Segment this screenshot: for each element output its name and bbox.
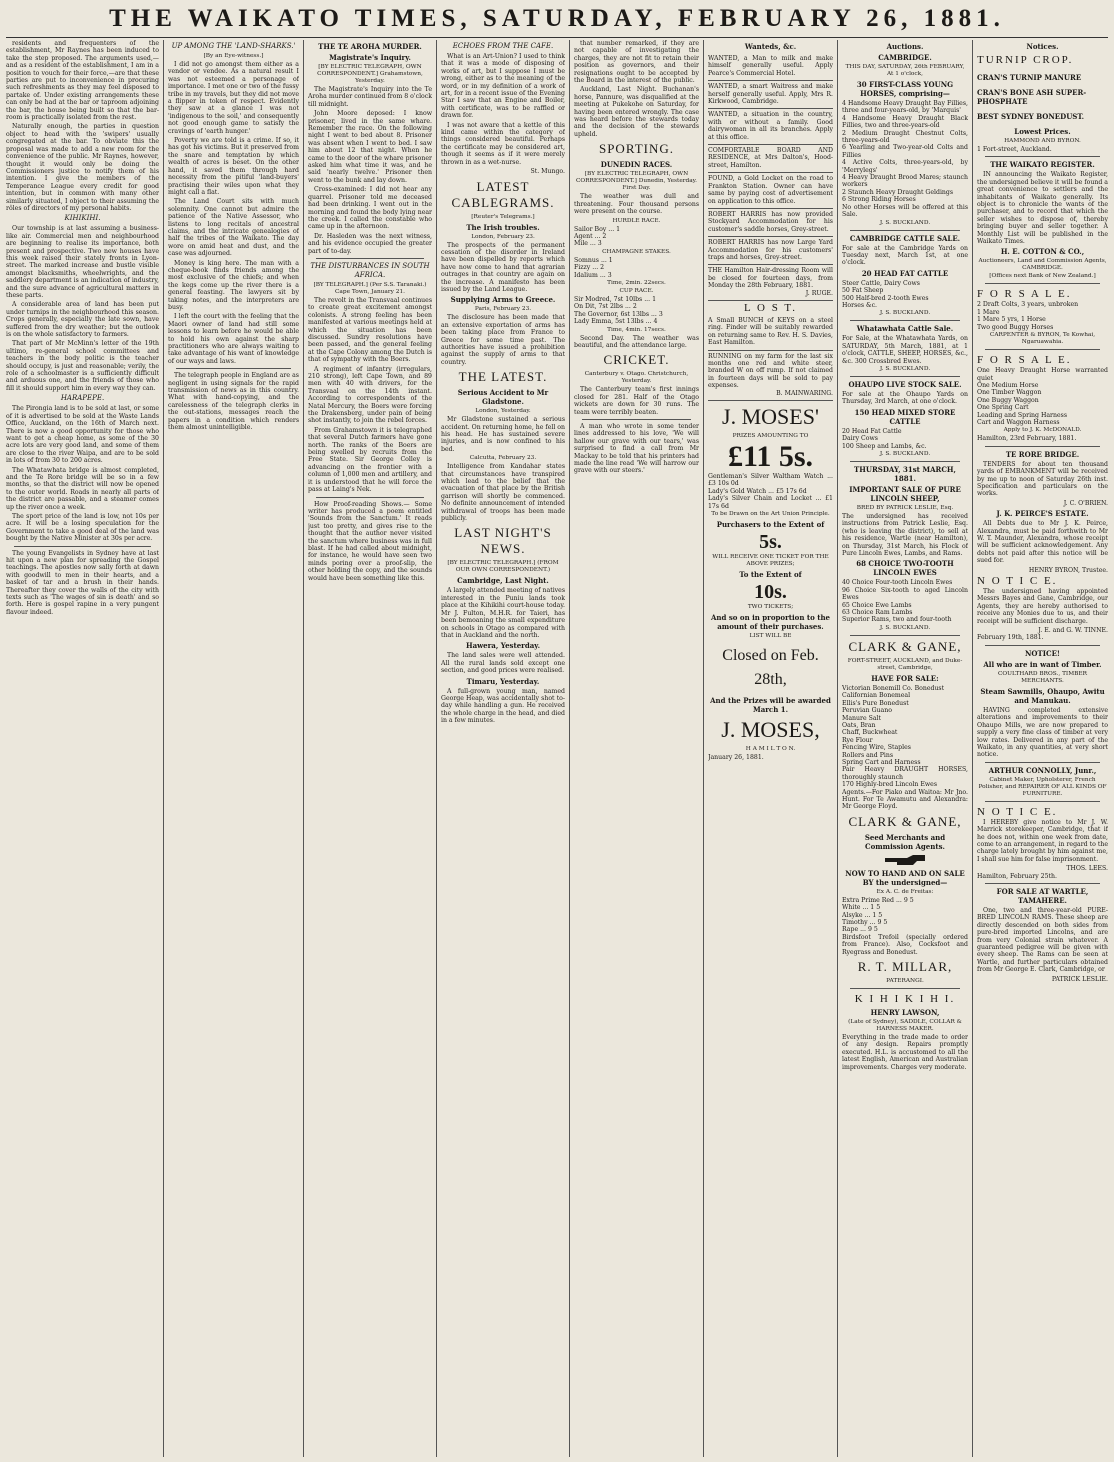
ad-text: COMFORTABLE BOARD AND RESIDENCE, at Mrs Dalton's, Hood-street, Hamilton. (708, 147, 833, 169)
column-7 (842, 40, 968, 1457)
seed-item: Rape ... 9 5 (842, 926, 878, 934)
dateline: Paris, February 23. (474, 306, 532, 313)
product-item: Rye Flour (842, 736, 873, 744)
auction-item: Horses &c. (842, 301, 877, 309)
ad-text: ROBERT HARRIS has now Large Yard Accommodation for his customers' traps and horses, Grey-street. (708, 239, 833, 261)
millar-name: R. T. MILLAR, (857, 959, 953, 975)
separator (850, 376, 960, 377)
auction-text: For sale at the Cambridge Yards on Tuesday next, March 1st, at one o'clock. (842, 244, 968, 267)
cotton-name: H. E. COTTON & CO., (1000, 247, 1085, 257)
auction-item: 4 Heavy Draught Brood Mares; staunch workers (842, 174, 968, 189)
auction-text: The undersigned has received instructions from Patrick Leslie, Esq. (who is leaving the district), to sell at his residence, Wartle (near Hamilton), on Thursday, 31st March, his Flock of Pure Lincoln Ewes, Lambs, and Rams. (842, 513, 968, 558)
masthead-rule (6, 37, 1108, 38)
dateline: Canterbury v. Otago. Christchurch, Yesterday. (584, 371, 689, 385)
article-paragraph: The telegraph people in England are as negligent in using signals for the rapid transmission of news as in this country. What with hand-copying, and the carelessness of the telegraph clerks in the out-stations, messages reach the papers in a condition which renders them almost unintelligible. (168, 372, 299, 432)
register-text: IN announcing the Waikato Register, the undersigned believe it will be found a great convenience to settlers and the inhabitants of Waikato generally. Its object is to chronicle the wants of the purchaser, and to record that which the seller wishes to dispose of, thereby bringing buyer and seller together. A Monthly List will be published in the Waikato Times. (977, 171, 1108, 246)
masthead (0, 0, 1114, 36)
column-5 (574, 40, 699, 1457)
closing-date: Closed on Feb. 28th, (722, 647, 819, 689)
column-4 (441, 40, 565, 1457)
race-result: Agent ... 2 (574, 232, 607, 240)
classified-ad (708, 351, 833, 401)
article-paragraph: That part of Mr McMinn's letter of the 19th ultimo, re-general school committees and teachers in the body politic is the teacher should occupy, is just and reasonable; verily, the role of a schoolmaster is a sufficiently difficult and arduous one, and the friends of those who fill it should support him in every way they can. (6, 340, 159, 392)
auction-item: 4 Handsome Heavy Draught Black Fillies, two and three-years-old (842, 114, 968, 130)
dateline: London, February 23. (471, 233, 535, 240)
article-subheading: The Irish troubles. (466, 222, 540, 232)
purchasers-line: To the Extent of (739, 570, 802, 580)
auction-item: Superior Rams, two and four-tooth (842, 616, 952, 624)
prize-line: Gentleman's Silver Waltham Watch ... £3 10s 0d (708, 473, 833, 488)
moses-town: H A M I L T O N. (745, 746, 796, 753)
wartle-signature: PATRICK LESLIE. (1051, 975, 1108, 983)
manure-line: CRAN'S BONE ASH SUPER-PHOSPHATE (977, 88, 1087, 106)
article-paragraph: From Grahamstown it is telegraphed that several Dutch farmers have gone north. The ranks of the Boers are being swelled by recruits from the Free State. Sir George Colley is advancing on the frontier with a column of 1,000 men and artillery, and it is understood that he will force the pass at Laing's Nek. (308, 426, 432, 494)
column-1 (6, 40, 159, 1457)
breeder-line: BRED BY PATRICK LESLIE, Esq. (856, 505, 954, 511)
separator (985, 446, 1100, 447)
auction-item: 50 Fat Sheep (842, 287, 884, 295)
separator (985, 762, 1100, 763)
article-paragraph: A regiment of infantry (irregulars, 210 strong), left Cape Town, and 89 men with 40 with drivers, for the Transvaal on the 14th instant. According to correspondents of the Natal Mercury, the Boers were forcing the Drakensberg, under pain of being shot instantly, to join the rebel forces. (308, 365, 432, 425)
separator (850, 320, 960, 321)
list-line: LIST WILL BE (749, 633, 792, 640)
product-item: Rollers and Pins (842, 751, 894, 759)
separator (316, 258, 424, 259)
hammond-byron-address: 1 Fort-street, Auckland. (977, 146, 1052, 153)
auctioneer-signature: J. S. BUCKLAND. (879, 365, 931, 372)
race-result: Fizzy ... 2 (574, 264, 605, 272)
turnip-heading: TURNIP CROP. (977, 54, 1074, 66)
column-divider (436, 40, 437, 1457)
column-2 (168, 40, 299, 1457)
separator (850, 461, 960, 462)
article-paragraph: The sport price of the land is low, not 10s per acre. It will be a losing speculation for the Government to take a good deal of the land was bought by the Native Minister at 30s per acre. (6, 512, 159, 543)
wartle-heading: FOR SALE AT WARTLE, TAMAHERE. (996, 886, 1089, 905)
bonedust-line: BEST SYDNEY BONEDUST. (977, 112, 1085, 121)
column-divider (703, 40, 704, 1457)
auction-heading: CAMBRIDGE. (878, 53, 932, 62)
article-subheading: Hawera, Yesterday. (465, 641, 541, 651)
article-paragraph: The young Evangelists in Sydney have at last hit upon a new plan for spreading the Gospel teachings. The apostles now sally forth at dawn with goodwill to men in their hearts, and a basket of tar and a brush in their hands. Thereafter they cover the walls of the city with texts such as 'The wages of sin is death' and so forth. Here is gospel rapine in a very pungent flavour indeed. (6, 549, 159, 616)
dateline: [BY TELEGRAPH.] (Per S.S. Taranaki.) Cape Town, January 21. (313, 281, 427, 295)
article-heading-sporting: SPORTING. (598, 141, 675, 157)
race-name: HURDLE RACE. (612, 217, 661, 224)
separator (14, 546, 151, 547)
auction-heading: IMPORTANT SALE OF PURE LINCOLN SHEEP, (849, 485, 961, 503)
product-item: Ellis's Pure Bonedust (842, 699, 909, 707)
lawson-text: Everything in the trade made to order of any design. Repairs promptly executed. H.L. is accustomed to all the latest English, American and Australian improvements. Charges very moderate. (842, 1034, 968, 1071)
art-union-line: To be Drawn on the Art Union Principle. (711, 511, 830, 518)
sale-item: Two good Buggy Horses (977, 323, 1054, 331)
dateline: [BY ELECTRIC TELEGRAPH, OWN CORRESPONDENT.] Grahamstown, Yesterday. (317, 64, 423, 84)
peirce-text: All Debts due to Mr J. K. Peirce, Alexandra, must be paid forthwith to Mr W. T. Maunder, Alexandra, whose receipt will be sufficient acknowledgement. Any debts not paid after this notice will be sued for. (977, 520, 1108, 565)
notice-text: I HEREBY give notice to Mr J. W. Marrick storekeeper, Cambridge, that if he does not, within one week from date, come to an arrangement, in regard to the charge lately brought by him against me, I shall sue him for false imprisonment. (977, 818, 1108, 863)
notice-subheading: All who are in want of Timber. (983, 659, 1102, 669)
race-result: On Dit, 7st 2lbs ... 2 (574, 303, 637, 311)
for-sale-heading: F O R S A L E. (977, 354, 1072, 367)
auction-item: 6 Strong Riding Horses (842, 196, 916, 204)
dateline: Calcutta, February 23. (469, 455, 537, 462)
column-divider (163, 40, 164, 1457)
auction-heading: OHAUPO LIVE STOCK SALE. (848, 379, 962, 389)
connolly-name: ARTHUR CONNOLLY, Junr., (988, 765, 1097, 775)
product-item: Victorian Bonemill Co. Bonedust (842, 684, 945, 692)
ad-text: WANTED, a smart Waitress and make herself generally useful. Apply, Mrs R. Kirkwood, Cambridge. (708, 83, 833, 106)
article-subheading: Serious Accident to Mr Gladstone. (457, 388, 549, 407)
peirce-signature: HENRY BYRON, Trustee. (1028, 566, 1108, 574)
classified-ad (708, 145, 833, 173)
product-item: 170 Highly-bred Lincoln Ewes (842, 781, 938, 789)
award-line: And the Prizes will be awarded March 1. (710, 696, 831, 715)
sale-item: 1 Mare (977, 308, 1000, 316)
notice-date: Hamilton, February 25th. (977, 872, 1057, 880)
register-heading: THE WAIKATO REGISTER. (990, 160, 1095, 170)
purchase-amount-five: 5s. (759, 531, 782, 554)
sawmills-heading: Steam Sawmills, Ohaupo, Awitu and Manukau. (980, 686, 1105, 705)
separator (985, 349, 1100, 350)
product-item: Spring Cart and Harness (842, 758, 921, 766)
separator (316, 497, 424, 498)
notice-signature: THOS. LEES. (1066, 865, 1108, 873)
auction-heading: CAMBRIDGE CATTLE SALE. (849, 233, 961, 243)
prize-line: Lady's Silver Chain and Locket ... £1 17s 6d (708, 495, 833, 510)
ad-text: ROBERT HARRIS has now provided Stockyard Accommodation for his customer's saddle horses, Grey-street. (708, 210, 833, 233)
auction-date: THURSDAY, 31st MARCH, 1881. (854, 465, 956, 483)
auction-item: 2 Medium Draught Chestnut Colts, three-years-old (842, 129, 968, 145)
column-divider (837, 40, 838, 1457)
sale-item: One Spring Cart (977, 404, 1029, 412)
source-line: [BY ELECTRIC TELEGRAPH.] (FROM OUR OWN CORRESPONDENT.) (447, 560, 559, 574)
auction-lot-heading: 30 FIRST-CLASS YOUNG HORSES, comprising— (856, 80, 954, 98)
wartle-text: One, two and three-year-old PURE-BRED LINCOLN RAMS. These sheep are directly descended on both sides from pure-bred imported Lincolns, and are from very Colonial strain whatever. A guaranteed pedigree will be given with every sheep. The Rams can be seen at Wartle, and further particulars obtained from Mr George E. Clark, Cambridge, or (977, 906, 1108, 974)
article-paragraph: The Land Court sits with much solemnity. One cannot but admire the patience of the Native Assessor, who listens to long recitals of ancestral claims, and the intricate genealogies of half the tribes of the Waikato. The day wore on amid heat and dust, and the case was adjourned. (168, 198, 299, 258)
race-result: Sir Modred, 7st 10lbs ... 1 (574, 295, 657, 303)
notice-heading: N O T I C E. (977, 805, 1058, 818)
auction-item: 63 Choice Ram Lambs (842, 609, 913, 617)
clark-gane-heading: CLARK & GANE, (848, 813, 962, 829)
article-subheading: Supplying Arms to Greece. (450, 295, 556, 305)
separator (985, 801, 1100, 802)
article-paragraph: The Whatawhata bridge is almost completed, and the Te Rore bridge will be so in a few months, so that the district will now be opened to the outer world. Roads in nearly all parts of the district are passable, and a steamer comes up the river once a week. (6, 466, 159, 511)
article-paragraph: Our township is at last assuming a business-like air. Commercial men and neighbourhood are beginning to realise its importance, both present and prospective. Two new houses have this week raised their stately fronts in Lyon-street. The marked increase and bustle visible amongst blacksmiths, wheelwrights, and the saddlery department is an indication of industry, and the sure advance of agricultural matters in these parts. (6, 225, 159, 299)
te-rore-signature: J. C. O'BRIEN. (1063, 499, 1108, 507)
article-heading-kihikihi: KIHIKIHI. (64, 214, 101, 223)
seed-item: Extra Prime Red ... 9 5 (842, 896, 914, 904)
notice-signature: J. E. and G. W. TINNE. (1038, 627, 1108, 635)
sale-item: Leading and Spring Harness (977, 411, 1068, 419)
auction-item: 2 Staunch Heavy Draught Geldings (842, 188, 954, 196)
column-divider (303, 40, 304, 1457)
race-result: The Governor, 6st 13lbs ... 3 (574, 310, 663, 318)
article-subheading: Magistrate's Inquiry. (329, 53, 411, 62)
clark-gane-agents: Agents.—For Piako and Waitoa: Mr Jno. Hunt. For Te Awamutu and Alexandra: Mr George Floyd. (842, 788, 968, 811)
clark-gane-sale: HAVE FOR SALE: (871, 673, 939, 683)
separator (985, 156, 1100, 157)
column-divider (569, 40, 570, 1457)
separator (850, 635, 960, 636)
pointing-hand-icon (883, 853, 927, 867)
article-paragraph: Naturally enough, the parties in question object to head with the 'swipers' usually congregated at the bar. To obviate this the proposal was made to add a new room for the convenience of the public. Mr Raynes, however, thought it would only be doing the Commissioners justice to notify them of his intention. I give the members of the Temperance League every credit for good intention, but in common with many other similarly situated, I object to their assuming the rôles of directors of my personal habits. (6, 123, 159, 212)
ad-text: FOUND, a Gold Locket on the road to Frankton Station. Owner can have same by paying cost of advertisement on application to this office. (708, 175, 833, 205)
article-paragraph: Mr Gladstone sustained a serious accident. On returning home, he fell on his head. He has sustained severe injuries, and is now confined to his bed. (441, 416, 565, 453)
auction-item: 100 Sheep and Lambs, &c. (842, 442, 927, 450)
article-heading-land-sharks: UP AMONG THE 'LAND-SHARKS.' (171, 42, 296, 50)
column-divider (972, 40, 973, 1457)
source-line: [Reuter's Telegrams.] (471, 213, 535, 220)
article-heading-te-aroha: THE TE AROHA MURDER. (318, 42, 422, 51)
connolly-trade: Cabinet Maker, Upholsterer, French Polisher, and REPAIRER OF ALL KINDS OF FURNITURE. (978, 776, 1107, 797)
race-result: Idalium ... 3 (574, 271, 612, 279)
clark-gane-subheading: Seed Merchants and Commission Agents. (864, 832, 946, 851)
auction-item: 96 Choice Six-tooth to aged Lincoln Ewes (842, 586, 968, 602)
te-rore-heading: TE RORE BRIDGE. (1005, 449, 1080, 459)
auctioneer-signature: J. S. BUCKLAND. (879, 624, 931, 631)
sale-item: One Heavy Draught Horse warranted quiet (977, 367, 1108, 382)
separator (582, 419, 691, 420)
auction-item: 65 Choice Ewe Lambs (842, 601, 912, 609)
lawson-trade: (Late of Sydney), SADDLE, COLLAR & HARNESS MAKER. (848, 1019, 962, 1033)
auction-note: No other Horses will be offered at this Sale. (842, 203, 968, 219)
millar-town: PATERANGI. (886, 978, 924, 985)
auction-date: THIS DAY, SATURDAY, 26th FEBRUARY, At 1 o'clock, (845, 64, 965, 77)
classified-ad (708, 237, 833, 265)
peirce-heading: J. K. PEIRCE'S ESTATE. (996, 509, 1089, 519)
column-3 (308, 40, 432, 1457)
article-paragraph: The prospects of the permanent cessation of the disorder in Ireland have been dispelled by reports which have now come to hand that agrarian outrages in that country are again on the increase. A manifesto has been issued by the Land League. (441, 241, 565, 293)
race-result: Lady Emma, 5st 13lbs ... 4 (574, 318, 658, 326)
product-item: Pair Heavy DRAUGHT HORSES, thoroughly staunch (842, 766, 968, 781)
article-heading-cablegrams: LATEST CABLEGRAMS. (451, 178, 555, 210)
seed-note: Birdsfoot Trefoil (specially ordered from France). Also, Cocksfoot and Ryegrass and Bonedust. (842, 933, 968, 956)
article-paragraph: Second Day. The weather was beautiful, and the attendance large. (574, 334, 699, 349)
notice-heading: NOTICE! (1025, 648, 1060, 658)
sale-item: One Timber Waggon (977, 389, 1042, 397)
product-item: Californian Bonemeal (842, 692, 911, 700)
byline: [By an Eye-witness.] (203, 53, 264, 59)
moses-title: J. MOSES' (722, 404, 819, 430)
article-heading-last-night: LAST NIGHT'S NEWS. (454, 525, 552, 557)
classified-ad (708, 209, 833, 237)
auction-item: 150 HEAD MIXED STORE CATTLE (854, 407, 956, 426)
race-name: CHAMPAGNE STAKES. (602, 248, 671, 255)
article-paragraph: How Proof-reading Shows.— Some writer has produced a poem entitled 'Sounds from the Sanctum.' It reads just too pretty, and gives rise to the thought that the author never visited the sanctum where business was in full blast. If he had called about midnight, for instance, he would have seen two minds poring over a proof-slip, the other holding the copy, and the sounds would have been something like this. (308, 500, 432, 582)
article-paragraph: I was not aware that a kettle of this kind came within the category of things considered beautiful. Perhaps the certificate may be considered art, though it seems as if it were merely thrown in as a wet-nurse. (441, 121, 565, 166)
ad-text: WANTED, a situation in the country, with or without a family. Good dairywoman in all its branches. Apply at this office. (708, 111, 833, 141)
article-paragraph: The disclosure has been made that an extensive exportation of arms has been taking place from France to Greece for some time past. The authorities have issued a prohibition against the supply of arms to that country. (441, 314, 565, 366)
column-8 (977, 40, 1108, 1457)
classified-ad (708, 109, 833, 145)
seed-item: White ... 1 5 (842, 904, 881, 912)
article-paragraph: A largely attended meeting of natives interested in the Puniu lands took place at the Kihikihi court-house today. Mr J. Fulton, M.H.R. for Taieri, has been bemoaning the small expenditure on schools in Otago as compared with that in Auckland and the north. (441, 587, 565, 639)
proportion-line: And so on in proportion to the amount of their purchases. (711, 613, 830, 632)
classified-ad (708, 265, 833, 301)
article-paragraph: I left the court with the feeling that the Maori owner of land had still some lessons to learn before he would be able to hold his own against the sharp practitioners who are always waiting to take advantage of his want of knowledge of our ways and laws. (168, 313, 299, 365)
moses-date: January 26, 1881. (708, 754, 764, 762)
race-time: Time, 2min. 22secs. (607, 279, 666, 286)
article-paragraph: John Moore deposed: I know prisoner, lived in the same whare. Remember the race. On the following night I went to bed about 8. Prisoner was absent when I went to bed. I saw him about 12 that night. When he came to the door of the whare prisoner asked him what time it was, and he said 'nearly twelve.' Prisoner then went to the bunk and lay down. (308, 110, 432, 184)
clark-gane-address: FORT-STREET, AUCKLAND, and Duke-street, Cambridge, (847, 657, 963, 671)
article-paragraph: residents and frequenters of the establishment, Mr Raynes has been induced to take the step proposed. The arguments used,—and as a resident of the establishment, I am in a position to vouch for their force,—are that these parties are put to inconvenience in procuring such refreshments as they may feel disposed to partake of. Under existing arrangements these can only be had at the bar or taproom adjoining the bar, the house being built so that the bar-room is practically isolated from the rest. (6, 40, 159, 122)
article-paragraph: A considerable area of land has been put under turnips in the neighbourhood this season. Crops generally, especially the late sown, have suffered from the dry weather; but the outlook is on the whole satisfactory to farmers. (6, 301, 159, 339)
notice-date: February 19th, 1881. (977, 634, 1044, 642)
product-item: Chaff, Buckwheat (842, 729, 898, 737)
prize-line: Lady's Gold Watch ... £5 17s 6d (708, 487, 807, 495)
separator (985, 283, 1100, 284)
auction-item: 6 Yearling and Two-year-old Colts and Fillies (842, 144, 968, 159)
purchasers-line: Purchasers to the Extent of (716, 520, 825, 530)
article-paragraph: Dr. Hasleden was the next witness, and his evidence occupied the greater part of to-day. (308, 232, 432, 255)
sale-item: 1 Mare 5 yrs, 1 Horse (977, 316, 1046, 324)
ad-signature: B. MAINWARING. (776, 389, 833, 397)
cotton-subtitle: Auctioneers, Land and Commission Agents, CAMBRIDGE. (978, 258, 1107, 272)
classified-ad (708, 53, 833, 81)
auction-item: 20 Head Fat Cattle (842, 427, 902, 435)
sale-item: Cart and Waggon Harness (977, 418, 1060, 426)
article-paragraph: The Magistrate's Inquiry into the Te Aroha murder continued from 8 o'clock till midnight. (308, 86, 432, 108)
auction-item: Steer Cattle, Dairy Cows (842, 279, 920, 287)
article-paragraph: Poverty we are told is a crime. If so, it has got his victims. But it preserved from the snare and temptation by which wealth of acres is beset. On the other hand, it saved them through hard necessity from the pitiful 'land-buyers' practising their wiles upon what they might call a flat. (168, 137, 299, 196)
moses-prize-amount: £11 5s. (727, 440, 814, 474)
ad-text: THE Hamilton Hair-dressing Room will be closed for fourteen days, from Monday the 28th February, 1881. (708, 267, 833, 290)
product-item: Manure Salt (842, 714, 881, 722)
seed-item: Timothy ... 9 5 (842, 919, 888, 926)
product-item: Fencing Wire, Staples (842, 744, 911, 752)
article-paragraph: Money is king here. The man with a cheque-book finds friends among the most exclusive of the chiefs; and when the kegs come up the river there is a general feasting. The lawyers sit by taking notes, and the interpreters are busy. (168, 259, 299, 311)
article-paragraph: What is an Art-Union? I used to think that it was a mode of disposing of works of art, but I suppose I must be wrong, either as to the meaning of the word, or in my definition of a work of art, for in a recent issue of the Evening Star I saw that an Engine and Boiler, with certificate, was to be raffled or drawn for. (441, 53, 565, 120)
coulthard-name: COULTHARD BROS., TIMBER MERCHANTS. (997, 670, 1088, 684)
article-paragraph: The Pirongia land is to be sold at last, or some of it is advertised to be sold at the Waste Lands Office, Auckland, on the 16th of March next. There is now a good opportunity for those who want to get a cheap home, as some of the 30 acre lots are very good land, and some of them are close to the river Waipa, and are to be sold in lots of from 30 to 200 acres. (6, 405, 159, 465)
auction-item: 4 Active Colts, three-years-old, by 'Merrylegs' (842, 159, 968, 174)
column-6 (708, 40, 833, 1457)
for-sale-heading: F O R S A L E. (977, 288, 1072, 301)
article-heading-south-africa: THE DISTURBANCES IN SOUTH AFRICA. (310, 261, 430, 279)
lawson-name: HENRY LAWSON, (870, 1008, 940, 1018)
separator (850, 988, 960, 989)
section-heading-auctions: Auctions. (886, 42, 924, 51)
shipment-line: Ex A. C. de Freitas: (876, 888, 934, 895)
hammond-byron: HAMMOND AND BYRON. (1004, 138, 1081, 144)
article-paragraph: Cross-examined: I did not hear any quarrel. Prisoner told me deceased had been drinking. I went out in the morning and found the body lying near the creek. I called the constable who came up in the afternoon. (308, 186, 432, 231)
auction-heading: Whatawhata Cattle Sale. (856, 324, 954, 334)
cotton-address: [Offices next Bank of New Zealand.] (989, 273, 1096, 280)
race-result: Somnus ... 1 (574, 256, 613, 264)
auctioneer-signature: J. S. BUCKLAND. (879, 310, 931, 317)
product-item: Oats, Bran (842, 721, 876, 729)
article-paragraph: A man who wrote in some tender lines addressed to his love, 'We will hallow our grave with our tears,' was surprised to find a call from Mr Mackay to be told that his printers had made the line read 'We will harrow our grave with our steers.' (574, 423, 699, 475)
article-paragraph: The Canterbury team's first innings closed for 281. Half of the Otago wickets are down for 30 runs. The team were terribly beaten. (574, 386, 699, 416)
ad-text: WANTED, a Man to milk and make himself generally useful. Apply Pearce's Commercial Hotel. (708, 55, 833, 77)
sale-item: 2 Draft Colts, 3 years, unbroken (977, 301, 1079, 309)
auction-item: 500 Half-bred 2-tooth Ewes (842, 294, 929, 302)
newspaper-title: THE WAIKATO TIMES, SATURDAY, FEBRUARY 26, 1881. (109, 5, 1005, 32)
article-heading-latest: THE LATEST. (458, 369, 548, 385)
dateline: London, Yesterday. (475, 408, 531, 415)
notice-heading: N O T I C E. (977, 575, 1058, 588)
article-subheading: Cambridge, Last Night. (457, 576, 549, 586)
article-heading-cafe: ECHOES FROM THE CAFE. (452, 42, 554, 50)
ad-signature: J. RUGE. (805, 289, 833, 297)
ad-text: RUNNING on my farm for the last six months one red and white steer, branded W on off rump. If not claimed in fourteen days will be sold to pay expenses. (708, 352, 833, 390)
article-paragraph: The land sales were well attended. All the rural lands sold except one section, and good prices were realised. (441, 652, 565, 675)
section-heading-wanteds: Wanteds, &c. (744, 42, 797, 51)
ad-text: A Small BUNCH of KEYS on a steel ring. Finder will be suitably rewarded on returning same to Rev. H. S. Davies, East Hamilton. (708, 316, 833, 347)
race-time: Time, 4min. 17secs. (607, 326, 666, 333)
classified-ad (708, 81, 833, 109)
ticket-line: WILL RECEIVE ONE TICKET FOR THE ABOVE PRIZES; (712, 554, 829, 568)
section-heading-notices: Notices. (1026, 42, 1059, 51)
article-paragraph: Intelligence from Kandahar states that circumstances have transpired which lead to the belief that the evacuation of that place by the British garrison will shortly be commenced. No definite announcement of intended withdrawal of troops has been made publicly. (441, 463, 565, 523)
separator (850, 230, 960, 231)
race-result: Mile ... 3 (574, 240, 602, 248)
auctioneer-signature: J. S. BUCKLAND. (879, 219, 931, 226)
moses-signature: J. MOSES, (721, 717, 820, 743)
product-item: Peruvian Guano (842, 707, 892, 715)
seed-item: Alsyke ... 1 5 (842, 911, 883, 919)
article-paragraph: The revolt in the Transvaal continues to create great excitement amongst colonists. A strong feeling has been manifested at various meetings held at which the situation has been discussed. Sundry resolutions have been passed, and the general feeling at the Cape Colony among the Dutch is that of sympathy with the Boers. (308, 296, 432, 364)
article-heading-harapepe: HARAPEPE. (60, 394, 105, 403)
manure-line: CRAN'S TURNIP MANURE (977, 73, 1082, 82)
article-paragraph: that number remarked, if they are not capable of investigating the charges, they are not fit to retain their position as governors, and their resignations ought to be accepted by the Board in the interest of the public. (574, 40, 699, 85)
article-paragraph: Auckland, Last Night. Buchanan's horse, Pannure, was disqualified at the meeting at Pukekohe on Saturday, for having been entered wrongly. The case was heard before the stewards today and the decision of the stewards upheld. (574, 86, 699, 138)
signature: St. Mungo. (530, 168, 565, 176)
race-name: CUP RACE. (619, 287, 654, 294)
sale-item: One Buggy Waggon (977, 396, 1039, 404)
separator (985, 883, 1100, 884)
auctioneer-signature: J. S. BUCKLAND. (879, 451, 931, 457)
auction-item: 68 CHOICE TWO-TOOTH LINCOLN EWES (856, 559, 954, 578)
article-heading-cricket: CRICKET. (603, 352, 670, 368)
article-subheading: Timaru, Yesterday. (466, 676, 540, 686)
notice-text: The undersigned having appointed Messrs Bayes and Gane, Cambridge, our Agents, they are hereby authorised to receive any Monies due to us, and their receipt will be sufficient discharge. (977, 588, 1108, 625)
lowest-prices: Lowest Prices. (1014, 127, 1071, 136)
clark-gane-heading: CLARK & GANE, (848, 638, 962, 654)
auction-text: For sale at the Ohaupo Yards on Thursday, 3rd March, at one o'clock. (842, 390, 968, 406)
moses-subtitle: PRIZES AMOUNTING TO (732, 433, 809, 440)
article-paragraph: A full-grown young man, named George Heap, was accidentally shot to-day while handling a gun. He received the whole charge in the head, and died in a few minutes. (441, 687, 565, 725)
classified-ad (708, 173, 833, 209)
classified-ad (708, 315, 833, 351)
article-paragraph: I did not go amongst them either as a vendor or vendee. As a natural result I was not esteemed a personage of importance. I met one or two of the fussy tribe in my travels, but they did not move a flipper in token of respect. Evidently they saw at a glance I was not 'indigenous to the soil,' and consequently not good enough game to satisfy the cravings of 'earth hunger.' (168, 61, 299, 135)
separator (176, 368, 291, 369)
auction-text: For Sale, at the Whatawhata Yards, on SATURDAY, 5th March, 1881, at 1 o'clock, CATTLE, SHEEP, HORSES, &c., &c. 300 Crossbred Ewes. (842, 335, 968, 365)
auction-item: 20 HEAD FAT CATTLE (861, 268, 949, 278)
auction-item: 4 Handsome Heavy Draught Bay Fillies, three and four-years-old, by 'Marquis' (842, 100, 968, 115)
now-to-hand: NOW TO HAND AND ON SALE BY the undersigned— (845, 868, 965, 887)
auction-item: Dairy Cows (842, 435, 878, 443)
sale-item: One Medium Horse (977, 381, 1039, 389)
race-result: Sailor Boy ... 1 (574, 225, 621, 233)
sale-apply: Apply to J. K. McDONALD. (1003, 427, 1082, 434)
purchase-amount-ten: 10s. (754, 581, 787, 604)
article-subheading: DUNEDIN RACES. (600, 160, 673, 170)
te-rore-text: TENDERS for about ten thousand yards of EMBANKMENT will be received by me up to noon of Saturday 26th inst. Specification and particulars on the works. (977, 460, 1108, 498)
dateline: [BY ELECTRIC TELEGRAPH, OWN CORRESPONDENT.] Dunedin, Yesterday. First Day. (575, 171, 698, 192)
separator (985, 645, 1100, 646)
lost-heading: L O S T. (743, 301, 798, 314)
sale-signature: CARPENTER & BYRON, Te Kowhai, Ngaruawahia. (989, 332, 1096, 346)
sawmills-text: HAVING completed extensive alterations and improvements to their Ohaupo Mills, we are now prepared to supply a very fine class of timber at very low rates. Delivered in any part of the Waikato, in any quantities, at very short notice. (977, 706, 1108, 759)
kihikihi-heading: K I H I K I H I. (854, 993, 956, 1006)
auction-item: 40 Choice Four-tooth Lincoln Ewes (842, 579, 953, 587)
sale-date: Hamilton, 23rd February, 1881. (977, 435, 1077, 443)
article-paragraph: The weather was dull and threatening. Four thousand persons were present on the course. (574, 193, 699, 216)
ticket-line: TWO TICKETS; (747, 604, 794, 611)
